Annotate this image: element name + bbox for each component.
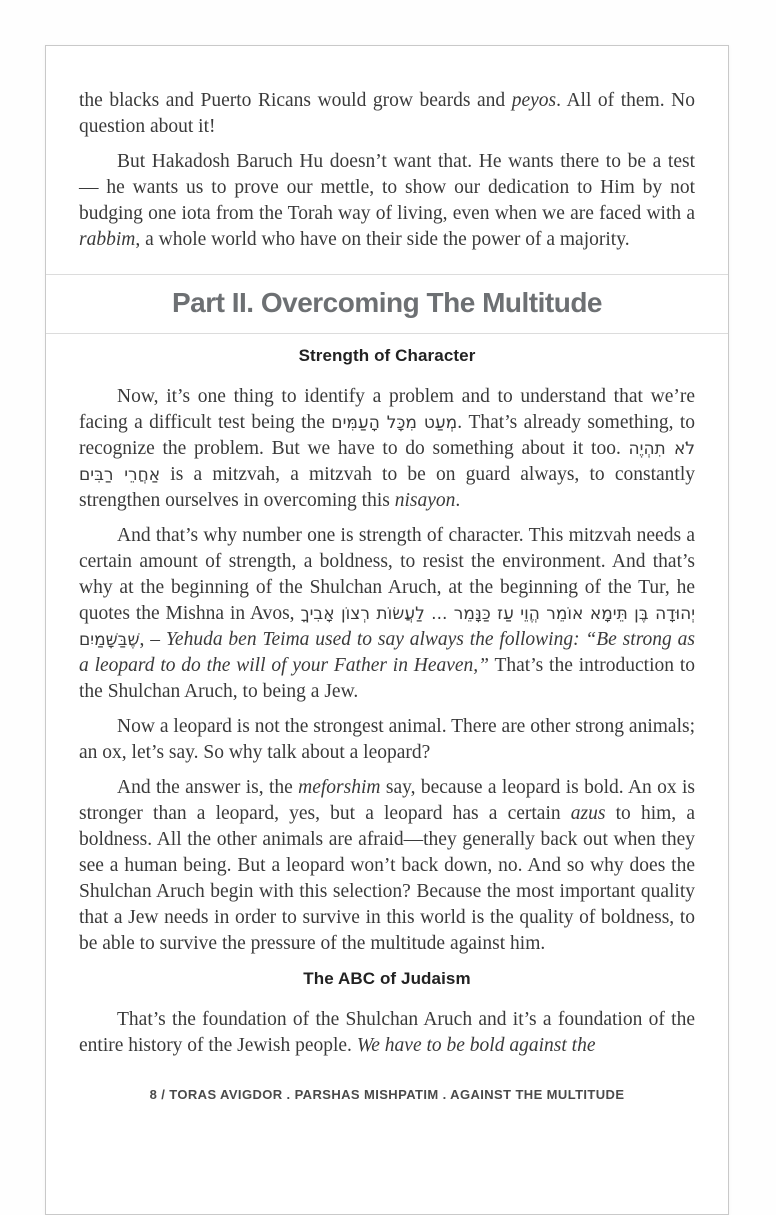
text-run: And the answer is, the (117, 777, 299, 798)
text-run: Now a leopard is not the strongest animal. There are other strong animals; an ox, let’s say. So why talk about a leopard? (79, 716, 695, 763)
article-content (79, 88, 695, 1059)
italic-text: meforshim (298, 777, 381, 798)
text-run: And that’s why number one is strength of character. This mitzvah needs a certain amount of strength, a boldness, to resist the environment. And that’s why at the beginning of the Shulchan Aruch, at the beginning of the Tur, he quotes the Mishna in Avos, (79, 525, 695, 624)
hebrew-text: מְעַט מִכָּל הָעַמִּים (331, 413, 458, 433)
italic-text: rabbim (79, 229, 136, 250)
italic-text: peyos (511, 90, 557, 111)
text-run: say, because a leopard is bold. An ox is stronger than a leopard, yes, but a leopard has a certain (79, 777, 696, 824)
hebrew-text: לֹא תִהְיֶה אַחֲרֵי רַבִּים (79, 439, 695, 485)
paragraph (79, 714, 695, 766)
text-run: to him, a boldness. All the other animals are afraid—they generally back out when they see a human being. But a leopard won’t back down, no. And so why does the Shulchan Aruch begin with this selection? Because the most important quality that a Jew needs in order to survive in this world is the quality of boldness, to be able to survive the pressure of the multitude against him. (79, 803, 695, 954)
text-run: But Hakadosh Baruch Hu doesn’t want that. He wants there to be a test — he wants us to prove our mettle, to show our dedication to Him by not budging one iota from the Torah way of living, even when we are faced with a (79, 151, 695, 224)
paragraph (79, 1007, 695, 1059)
paragraph (79, 775, 695, 957)
page-footer: 8 / TORAS AVIGDOR . PARSHAS MISHPATIM . AGAINST THE MULTITUDE (149, 1087, 625, 1102)
text-run: That’s the foundation of the Shulchan Aruch and it’s a foundation of the entire history of the Jewish people. (79, 1009, 695, 1056)
paragraph (79, 384, 695, 514)
part-heading-band (46, 274, 728, 334)
part-heading: Part II. Overcoming The Multitude (172, 287, 602, 318)
italic-text: azus (570, 803, 606, 824)
text-run: . That’s already something, to recognize the problem. But we have to do something about it too. (79, 412, 695, 459)
italic-text: Yehuda ben Teima used to say always the following: “Be strong as a leopard to do the will of your Father in Heaven,” (79, 629, 695, 676)
text-run: , a whole world who have on their side the power of a majority. (135, 229, 630, 250)
paragraph (79, 523, 695, 705)
text-run: That’s the introduction to the Shulchan Aruch, to being a Jew. (79, 655, 695, 702)
text-run: . All of them. No question about it! (79, 90, 695, 137)
paragraph (79, 88, 695, 140)
paragraph (79, 149, 695, 253)
page-card (45, 45, 729, 1215)
sub-heading: The ABC of Judaism (303, 969, 471, 988)
sub-heading: Strength of Character (298, 346, 476, 365)
hebrew-text: יְהוּדָה בֶּן תֵּימָא אוֹמֵר הֱוֵי עַז כַּנָּמֵר ... לַעֲשׂוֹת רְצוֹן אָבִיךָ שֶׁבַּשָּׁמַיִם (79, 604, 695, 650)
text-run: is a mitzvah, a mitzvah to be on guard always, to constantly strengthen ourselves in overcoming this (79, 464, 695, 511)
text-run: . (455, 490, 461, 511)
text-run: , – (139, 629, 166, 650)
text-run: the blacks and Puerto Ricans would grow beards and (79, 90, 512, 111)
italic-text: nisayon (394, 490, 456, 511)
text-run: Now, it’s one thing to identify a problem and to understand that we’re facing a difficult test being the (79, 386, 695, 433)
italic-text: We have to be bold against the (356, 1035, 596, 1056)
